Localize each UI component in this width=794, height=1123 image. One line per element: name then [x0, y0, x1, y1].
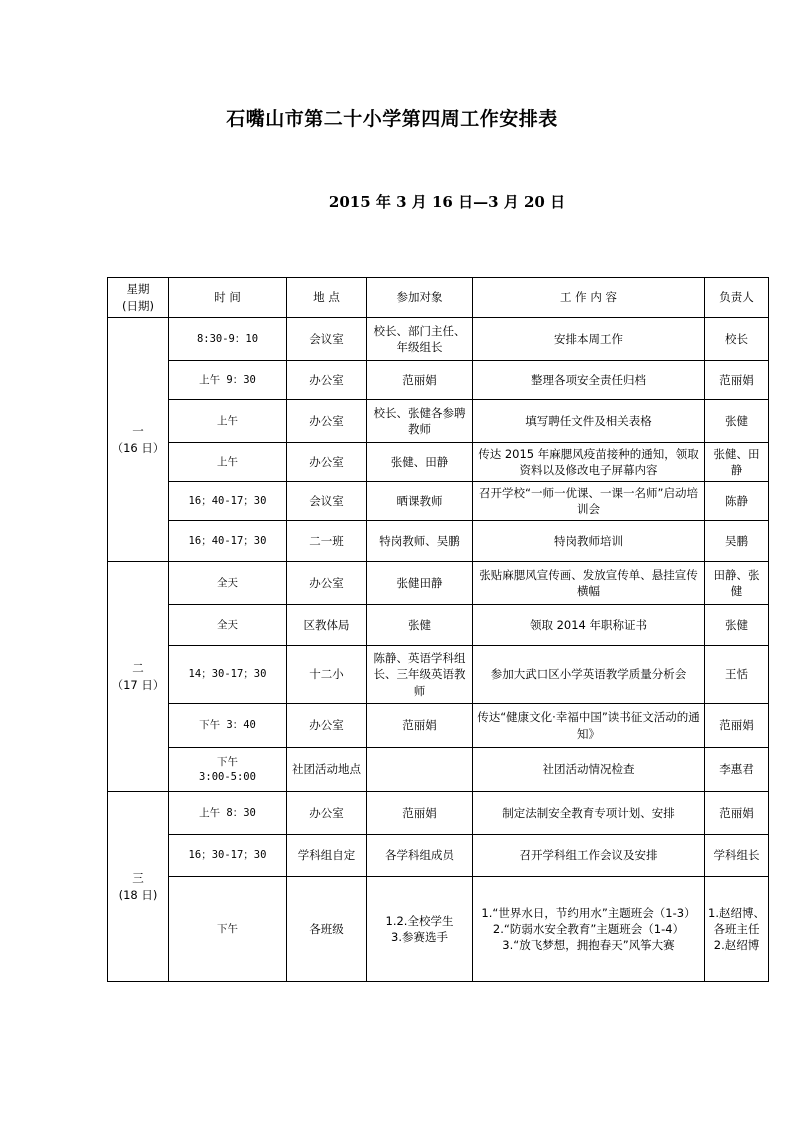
table-row: [108, 792, 769, 835]
place-cell: 区教体局: [287, 605, 367, 646]
person-cell: 陈静: [705, 482, 769, 521]
place-cell: 社团活动地点: [287, 748, 367, 792]
person-cell: 范丽娟: [705, 361, 769, 400]
time-cell: 上午: [169, 443, 287, 482]
place-cell: 二一班: [287, 521, 367, 562]
table-row: [108, 877, 769, 982]
participants-cell: 陈静、英语学科组长、三年级英语教师: [367, 646, 473, 704]
participants-cell: 范丽娟: [367, 792, 473, 835]
table-row: [108, 400, 769, 443]
schedule-table: [107, 277, 769, 982]
content-cell: 社团活动情况检查: [473, 748, 705, 792]
time-cell: 下午: [169, 877, 287, 982]
participants-cell: 张健: [367, 605, 473, 646]
header-place: 地 点: [287, 278, 367, 318]
time-cell: 14；30-17；30: [169, 646, 287, 704]
content-cell: 召开学校“一师一优课、一课一名师”启动培训会: [473, 482, 705, 521]
table-row: [108, 748, 769, 792]
place-cell: 各班级: [287, 877, 367, 982]
content-cell: 制定法制安全教育专项计划、安排: [473, 792, 705, 835]
content-cell: 安排本周工作: [473, 318, 705, 361]
person-cell: 田静、张健: [705, 562, 769, 605]
day-cell-tuesday: 二 （17 日）: [108, 562, 169, 792]
place-cell: 办公室: [287, 562, 367, 605]
participants-cell: 1.2.全校学生 3.参赛选手: [367, 877, 473, 982]
person-cell: 张健: [705, 605, 769, 646]
participants-cell: 特岗教师、吴鹏: [367, 521, 473, 562]
time-cell: 16；30-17；30: [169, 835, 287, 877]
person-cell: 李惠君: [705, 748, 769, 792]
content-cell: 参加大武口区小学英语教学质量分析会: [473, 646, 705, 704]
participants-cell: 晒课教师: [367, 482, 473, 521]
place-cell: 办公室: [287, 400, 367, 443]
table-row: [108, 605, 769, 646]
time-cell: 上午 8：30: [169, 792, 287, 835]
time-cell: 上午 9：30: [169, 361, 287, 400]
participants-cell: 张健、田静: [367, 443, 473, 482]
time-cell: 全天: [169, 562, 287, 605]
header-content: 工 作 内 容: [473, 278, 705, 318]
content-cell: 召开学科组工作会议及安排: [473, 835, 705, 877]
person-cell: 范丽娟: [705, 704, 769, 748]
content-cell: 填写聘任文件及相关表格: [473, 400, 705, 443]
time-cell: 全天: [169, 605, 287, 646]
time-cell: 下午 3：40: [169, 704, 287, 748]
participants-cell: 张健田静: [367, 562, 473, 605]
time-cell: 下午 3:00-5:00: [169, 748, 287, 792]
header-person: 负责人: [705, 278, 769, 318]
participants-cell: 校长、部门主任、年级组长: [367, 318, 473, 361]
place-cell: 会议室: [287, 482, 367, 521]
person-cell: 1.赵绍博、各班主任 2.赵绍博: [705, 877, 769, 982]
place-cell: 办公室: [287, 443, 367, 482]
header-time: 时 间: [169, 278, 287, 318]
place-cell: 办公室: [287, 704, 367, 748]
place-cell: 办公室: [287, 792, 367, 835]
participants-cell: 各学科组成员: [367, 835, 473, 877]
page-title: 石嘴山市第二十小学第四周工作安排表: [226, 108, 558, 130]
content-cell: 领取 2014 年职称证书: [473, 605, 705, 646]
content-cell: 传达 2015 年麻腮风疫苗接种的通知，领取资料以及修改电子屏幕内容: [473, 443, 705, 482]
participants-cell: [367, 748, 473, 792]
person-cell: 学科组长: [705, 835, 769, 877]
day-cell-monday: 一 （16 日）: [108, 318, 169, 562]
day-cell-wednesday: 三 (18 日): [108, 792, 169, 982]
table-row: [108, 521, 769, 562]
content-cell: 1.“世界水日，节约用水”主题班会（1-3） 2.“防弱水安全教育”主题班会（1-4） 3.“放飞梦想，拥抱春天”风筝大赛: [473, 877, 705, 982]
time-cell: 16；40-17；30: [169, 521, 287, 562]
table-row: [108, 361, 769, 400]
time-cell: 8:30-9：10: [169, 318, 287, 361]
person-cell: 王恬: [705, 646, 769, 704]
participants-cell: 范丽娟: [367, 361, 473, 400]
participants-cell: 校长、张健各参聘教师: [367, 400, 473, 443]
date-range: 2015 年 3 月 16 日—3 月 20 日: [328, 193, 566, 211]
table-row: [108, 835, 769, 877]
content-cell: 传达“健康文化·幸福中国”读书征文活动的通知》: [473, 704, 705, 748]
content-cell: 整理各项安全责任归档: [473, 361, 705, 400]
person-cell: 张健: [705, 400, 769, 443]
participants-cell: 范丽娟: [367, 704, 473, 748]
table-row: [108, 443, 769, 482]
table-row: [108, 646, 769, 704]
place-cell: 办公室: [287, 361, 367, 400]
header-day: 星期 (日期): [108, 278, 169, 318]
time-cell: 16；40-17；30: [169, 482, 287, 521]
place-cell: 十二小: [287, 646, 367, 704]
header-participants: 参加对象: [367, 278, 473, 318]
table-row: [108, 562, 769, 605]
table-row: [108, 704, 769, 748]
table-row: [108, 482, 769, 521]
place-cell: 学科组自定: [287, 835, 367, 877]
person-cell: 校长: [705, 318, 769, 361]
time-cell: 上午: [169, 400, 287, 443]
person-cell: 范丽娟: [705, 792, 769, 835]
table-header-row: [108, 278, 769, 318]
place-cell: 会议室: [287, 318, 367, 361]
person-cell: 吴鹏: [705, 521, 769, 562]
content-cell: 张贴麻腮风宣传画、发放宣传单、悬挂宣传横幅: [473, 562, 705, 605]
table-row: [108, 318, 769, 361]
content-cell: 特岗教师培训: [473, 521, 705, 562]
person-cell: 张健、田静: [705, 443, 769, 482]
